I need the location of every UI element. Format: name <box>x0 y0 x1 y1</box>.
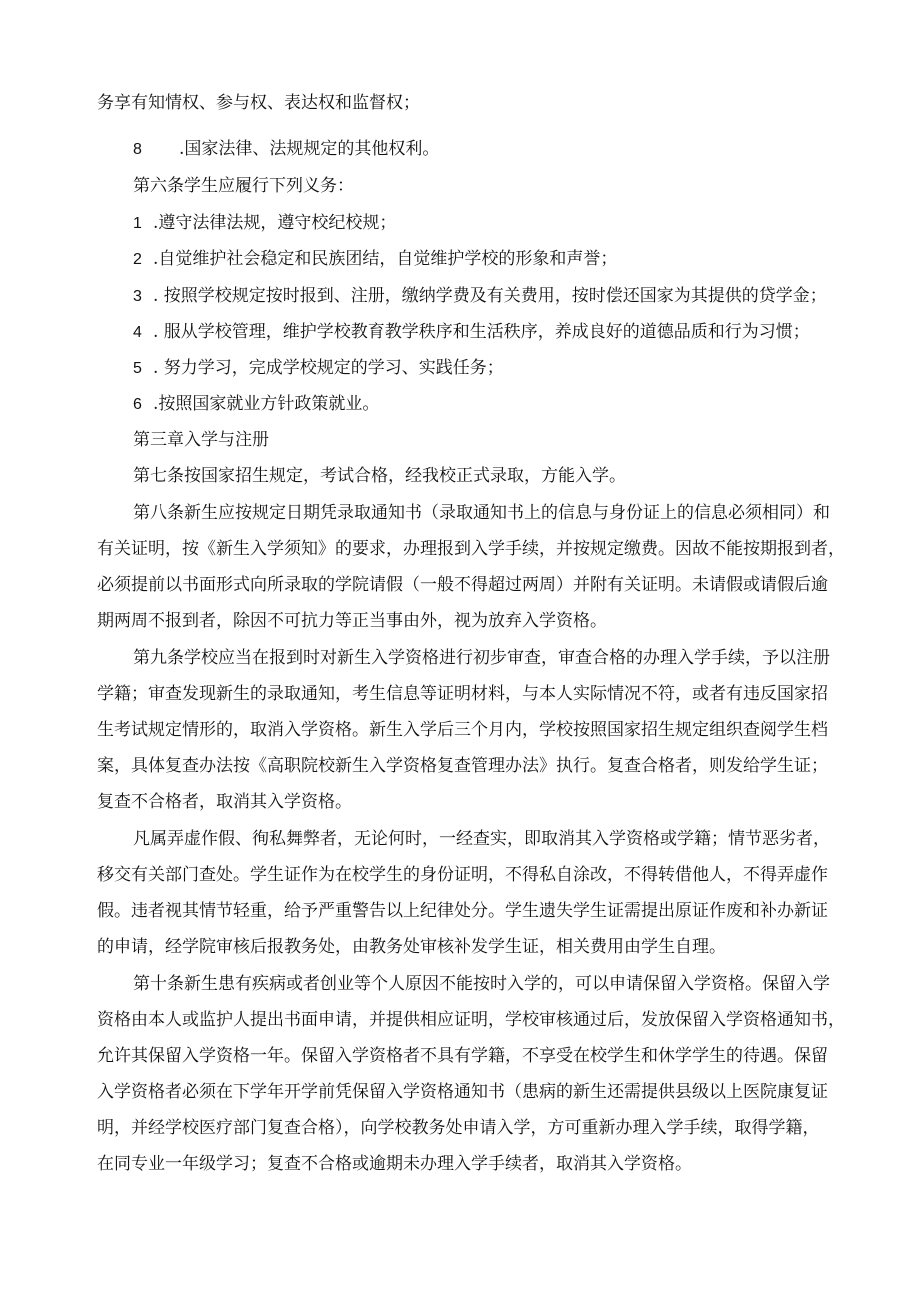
body-line: 第七条按国家招生规定，考试合格，经我校正式录取，方能入学。 <box>133 466 626 486</box>
body-line: 第八条新生应按规定日期凭录取通知书（录取通知书上的信息与身份证上的信息必须相同）和 <box>133 503 830 523</box>
body-line: 资格由本人或监护人提出书面申请，并提供相应证明，学校审核通过后，发放保留入学资格通知书， <box>97 1010 845 1030</box>
item-number: 1 <box>133 215 142 232</box>
body-line: 第九条学校应当在报到时对新生入学资格进行初步审查，审查合格的办理入学手续，予以注册 <box>133 648 830 668</box>
item-text: .国家法律、法规规定的其他权利。 <box>179 139 440 159</box>
body-line: 假。违者视其情节轻重，给予严重警告以上纪律处分。学生遗失学生证需提出原证作废和补办新证 <box>97 901 828 921</box>
chapter-heading: 第三章入学与注册 <box>133 430 269 450</box>
item-text: . 服从学校管理，维护学校教育教学秩序和生活秩序，养成良好的道德品质和行为习惯； <box>153 322 810 342</box>
body-line: 务享有知情权、参与权、表达权和监督权； <box>97 93 420 113</box>
body-line: 案，具体复查办法按《高职院校新生入学资格复查管理办法》执行。复查合格者，则发给学生证； <box>97 756 828 776</box>
body-line: 必须提前以书面形式向所录取的学院请假（一般不得超过两周）并附有关证明。未请假或请假后逾 <box>97 575 828 595</box>
item-number: 8 <box>133 141 142 158</box>
item-number: 5 <box>133 360 142 377</box>
item-text: .遵守法律法规，遵守校纪校规； <box>153 213 397 233</box>
body-line: 凡属弄虚作假、徇私舞弊者，无论何时，一经查实，即取消其入学资格或学籍；情节恶劣者， <box>133 829 830 849</box>
body-line: 在同专业一年级学习；复查不合格或逾期未办理入学手续者，取消其入学资格。 <box>97 1154 692 1174</box>
list-item <box>133 248 617 271</box>
list-item <box>133 138 439 161</box>
body-line: 第十条新生患有疾病或者创业等个人原因不能按时入学的，可以申请保留入学资格。保留入学 <box>133 974 830 994</box>
item-number: 4 <box>133 324 142 341</box>
list-item <box>133 285 827 308</box>
body-line: 的申请，经学院审核后报教务处，由教务处审核补发学生证，相关费用由学生自理。 <box>97 937 726 957</box>
item-text: .按照国家就业方针政策就业。 <box>153 394 380 414</box>
list-item <box>133 212 396 235</box>
body-line: 生考试规定情形的，取消入学资格。新生入学后三个月内，学校按照国家招生规定组织查阅学生档 <box>97 720 828 740</box>
item-text: . 努力学习，完成学校规定的学习、实践任务； <box>153 358 504 378</box>
body-line: 学籍；审查发现新生的录取通知，考生信息等证明材料，与本人实际情况不符，或者有违反国家招 <box>97 684 828 704</box>
list-item <box>133 393 379 416</box>
body-line: 有关证明，按《新生入学须知》的要求，办理报到入学手续，并按规定缴费。因故不能按期报到者， <box>97 539 845 559</box>
list-item <box>133 357 504 380</box>
item-number: 3 <box>133 288 142 305</box>
body-line: 移交有关部门查处。学生证作为在校学生的身份证明，不得私自涂改，不得转借他人，不得弄虚作 <box>97 865 828 885</box>
body-line: 入学资格者必须在下学年开学前凭保留入学资格通知书（患病的新生还需提供县级以上医院康复证 <box>97 1082 828 1102</box>
body-line: 期两周不报到者，除因不可抗力等正当事由外，视为放弃入学资格。 <box>97 611 607 631</box>
item-text: .自觉维护社会稳定和民族团结，自觉维护学校的形象和声誉； <box>153 249 618 269</box>
item-number: 6 <box>133 396 142 413</box>
body-line: 允许其保留入学资格一年。保留入学资格者不具有学籍，不享受在校学生和休学学生的待遇。保留 <box>97 1046 828 1066</box>
item-number: 2 <box>133 251 142 268</box>
article-heading: 第六条学生应履行下列义务： <box>133 176 354 196</box>
item-text: . 按照学校规定按时报到、注册，缴纳学费及有关费用，按时偿还国家为其提供的贷学金； <box>153 286 827 306</box>
list-item <box>133 321 810 344</box>
body-line: 明，并经学校医疗部门复查合格），向学校教务处申请入学，方可重新办理入学手续，取得学籍， <box>97 1118 820 1138</box>
body-line: 复查不合格者，取消其入学资格。 <box>97 792 352 812</box>
